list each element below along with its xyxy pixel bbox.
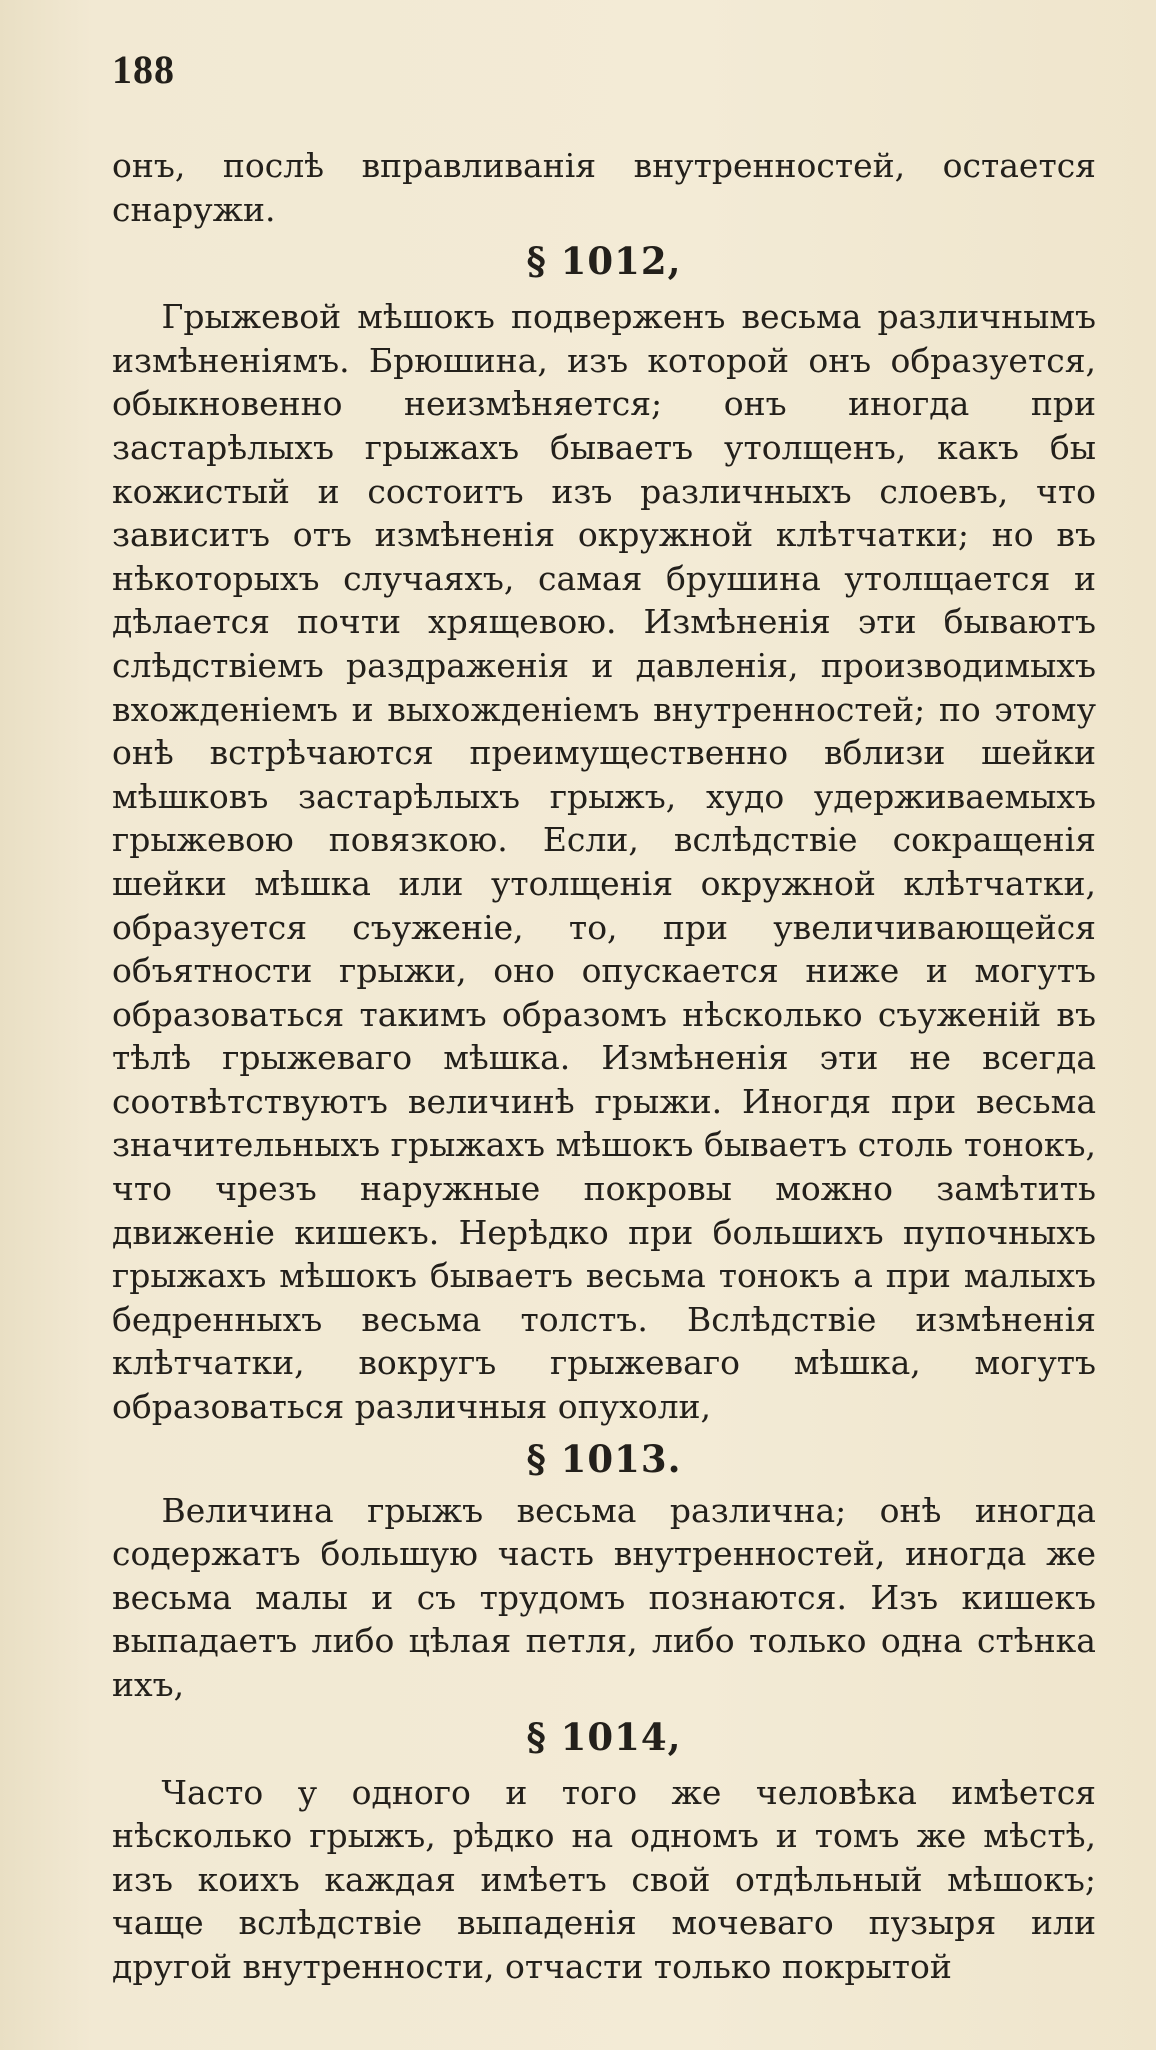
paragraph-1012: Грыжевой мѣшокъ подверженъ весьма различнымъ измѣненіямъ. Брюшина, изъ которой онъ образуется, обыкновенно неизмѣняется; онъ иногда при застарѣлыхъ грыжахъ бываетъ утолщенъ, какъ бы кожистый и состоитъ изъ различныхъ слоевъ, что зависитъ отъ измѣненія окружной клѣтчатки; но въ нѣкоторыхъ случаяхъ, самая брушина утолщается и дѣлается почти хрящевою. Измѣненія эти бываютъ слѣдствіемъ раздраженія и давленія, производимыхъ вхожденіемъ и выхожденіемъ внутренностей; по этому онѣ встрѣчаются преимущественно вблизи шейки мѣшковъ застарѣлыхъ грыжъ, худо удерживаемыхъ грыжевою повязкою. Если, вслѣдствіе сокращенія шейки мѣшка или утолщенія окружной клѣтчатки, образуется съуженіе, то, при увеличивающейся объятности грыжи, оно опускается ниже и могутъ образоваться такимъ образомъ нѣсколько съуженій въ тѣлѣ грыжеваго мѣшка. Измѣненія эти не всегда соотвѣтствуютъ величинѣ грыжи. Иногдя при весьма значительныхъ грыжахъ мѣшокъ бываетъ столь тонокъ, что чрезъ наружные покровы можно замѣтить движеніе кишекъ. Нерѣдко при большихъ пупочныхъ грыжахъ мѣшокъ бываетъ весьма тонокъ а при малыхъ бедренныхъ весьма толстъ. Вслѣдствіе измѣненія клѣтчатки, вокругъ грыжеваго мѣшка, могутъ образоваться различныя опухоли,	[112, 297, 1096, 1427]
paragraph-continuation: онъ, послѣ вправливанія внутренностей, остается снаружи.	[112, 146, 1096, 229]
paragraph-1014: Часто у одного и того же человѣка имѣется нѣсколько грыжъ, рѣдко на одномъ и томъ же мѣстѣ, изъ коихъ каждая имѣетъ свой отдѣльный мѣшокъ; чаще вслѣдствіе выпаденія мочеваго пузыря или другой внутренности, отчасти только покрытой	[112, 1772, 1096, 1986]
section-heading-1012: § 1012,	[526, 239, 682, 284]
section-heading-1014: § 1014,	[526, 1714, 682, 1759]
page-number: 188	[112, 47, 175, 92]
paragraph-1013: Величина грыжъ весьма различна; онѣ иногда содержатъ большую часть внутренностей, иногда же весьма малы и съ трудомъ познаются. Изъ кишекъ выпадаетъ либо цѣлая петля, либо только одна стѣнка ихъ,	[112, 1490, 1096, 1704]
section-heading-1013: § 1013.	[526, 1436, 682, 1481]
